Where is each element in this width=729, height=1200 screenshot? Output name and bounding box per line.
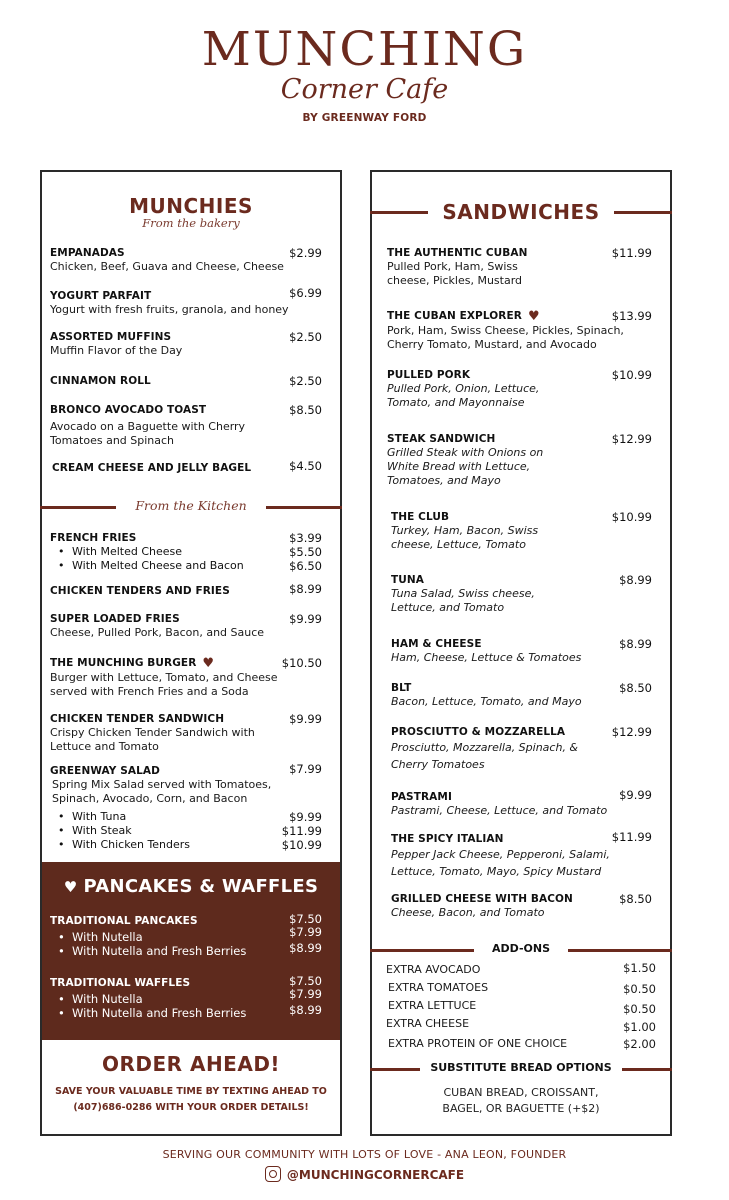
item-price: $2.50: [289, 330, 322, 344]
menu-item-traditional-pancakes: TRADITIONAL PANCAKES $7.50 • With Nutella $7.99 • With Nutella and Fresh Berries $8.99: [50, 914, 322, 958]
item-price: $13.99: [611, 309, 652, 323]
brand-header: [0, 24, 729, 124]
kitchen-title: From the Kitchen: [135, 498, 247, 513]
addon-item: EXTRA LETTUCE $0.50: [388, 999, 656, 1016]
bread-line2: BAGEL, OR BAGUETTE (+$2): [442, 1102, 600, 1115]
sandwiches-title: SANDWICHES: [442, 200, 600, 224]
menu-item-greenway-salad: GREENWAY SALAD $7.99 Spring Mix Salad served with Tomatoes, Spinach, Avocado, Corn, and Bacon • With Tuna $9.99 • With Steak $11.99 • With Chicken Tenders $10.99: [50, 764, 322, 852]
menu-item-chicken-tender-sandwich: CHICKEN TENDER SANDWICH $9.99 Crispy Chicken Tender Sandwich with Lettuce and Tomato: [50, 712, 322, 753]
item-price: $7.99: [289, 762, 322, 776]
item-price: $12.99: [611, 725, 652, 739]
menu-item-cuban-explorer: THE CUBAN EXPLORER ♥ $13.99 Pork, Ham, Swiss Cheese, Pickles, Spinach, Cherry Tomato, Mustard, and Avocado: [387, 309, 652, 351]
heart-icon: ♥: [202, 656, 215, 671]
menu-item-grilled-cheese-bacon: GRILLED CHEESE WITH BACON $8.50 Cheese, Bacon, and Tomato: [391, 892, 652, 919]
item-option: • With Nutella and Fresh Berries $8.99: [50, 944, 322, 958]
right-menu-panel: [370, 170, 672, 1136]
addon-item: EXTRA PROTEIN OF ONE CHOICE $2.00: [388, 1037, 656, 1051]
heart-icon: ♥: [63, 878, 78, 896]
item-price: $8.99: [289, 582, 322, 596]
bread-divider-right: [622, 1068, 672, 1071]
bread-line1: CUBAN BREAD, CROISSANT,: [443, 1086, 599, 1099]
order-ahead-line2: (407)686-0286 WITH YOUR ORDER DETAILS!: [73, 1102, 309, 1113]
item-option: • With Tuna $9.99: [50, 810, 322, 824]
item-option: • With Melted Cheese and Bacon $6.50: [50, 559, 322, 573]
menu-item-the-club: THE CLUB $10.99 Turkey, Ham, Bacon, Swiss cheese, Lettuce, Tomato: [391, 510, 652, 551]
addon-item: EXTRA TOMATOES $0.50: [388, 981, 656, 996]
section-divider-right: [614, 211, 672, 214]
item-option: • With Nutella $7.99: [50, 992, 322, 1006]
menu-item-pulled-pork: PULLED PORK $10.99 Pulled Pork, Onion, Lettuce, Tomato, and Mayonnaise: [387, 368, 652, 409]
left-menu-panel: [40, 170, 342, 1136]
menu-item-super-loaded-fries: SUPER LOADED FRIES $9.99 Cheese, Pulled Pork, Bacon, and Sauce: [50, 612, 322, 639]
addons-divider-right: [568, 949, 672, 952]
order-ahead-line1: SAVE YOUR VALUABLE TIME BY TEXTING AHEAD TO: [55, 1086, 327, 1097]
instagram-icon: [265, 1166, 281, 1182]
item-price: $7.50: [289, 912, 322, 926]
menu-item-french-fries: FRENCH FRIES $3.99 • With Melted Cheese $5.50 • With Melted Cheese and Bacon $6.50: [50, 531, 322, 573]
instagram-handle[interactable]: @MUNCHINGCORNERCAFE: [0, 1166, 729, 1182]
item-price: $8.50: [619, 892, 652, 906]
heart-icon: ♥: [527, 309, 540, 324]
section-divider-right: [266, 506, 342, 509]
item-price: $8.99: [619, 573, 652, 587]
item-price: $9.99: [289, 712, 322, 726]
item-price: $10.99: [611, 510, 652, 524]
menu-item-ham-cheese: HAM & CHEESE $8.99 Ham, Cheese, Lettuce & Tomatoes: [391, 637, 652, 664]
item-option: • With Nutella and Fresh Berries $8.99: [50, 1006, 322, 1020]
menu-item-authentic-cuban: THE AUTHENTIC CUBAN $11.99 Pulled Pork, Ham, Swiss cheese, Pickles, Mustard: [387, 246, 652, 287]
item-price: $11.99: [611, 246, 652, 260]
menu-item-prosciutto-mozzarella: PROSCIUTTO & MOZZARELLA $12.99 Prosciutto, Mozzarella, Spinach, & Cherry Tomatoes: [391, 725, 652, 771]
item-option: • With Chicken Tenders $10.99: [50, 838, 322, 852]
bread-title: SUBSTITUTE BREAD OPTIONS: [430, 1061, 612, 1074]
brand-subtitle: Corner Cafe: [280, 74, 449, 105]
munchies-title: MUNCHIES: [129, 194, 253, 218]
menu-item-empanadas: EMPANADAS $2.99 Chicken, Beef, Guava and Cheese, Cheese: [50, 246, 322, 273]
addons-title: ADD-ONS: [491, 942, 551, 955]
menu-item-assorted-muffins: ASSORTED MUFFINS $2.50 Muffin Flavor of the Day: [50, 330, 322, 357]
footer-tagline: SERVING OUR COMMUNITY WITH LOTS OF LOVE - ANA LEON, FOUNDER: [162, 1148, 567, 1161]
menu-item-chicken-tenders-fries: CHICKEN TENDERS AND FRIES $8.99: [50, 582, 322, 597]
item-price: $9.99: [619, 788, 652, 802]
menu-item-munching-burger: THE MUNCHING BURGER ♥ $10.50 Burger with Lettuce, Tomato, and Cheese served with French Fries and a Soda: [50, 656, 322, 698]
item-option: • With Steak $11.99: [50, 824, 322, 838]
order-ahead-title: ORDER AHEAD!: [101, 1052, 281, 1076]
item-price: $2.99: [289, 246, 322, 260]
menu-item-bronco-avocado-toast: BRONCO AVOCADO TOAST $8.50 Avocado on a Baguette with Cherry Tomatoes and Spinach: [50, 403, 322, 447]
pancakes-waffles-box: [42, 862, 340, 1040]
item-price: $6.99: [289, 286, 322, 300]
item-price: $4.50: [289, 459, 322, 473]
item-price: $7.50: [289, 974, 322, 988]
addon-item: EXTRA AVOCADO $1.50: [386, 961, 656, 976]
menu-item-tuna: TUNA $8.99 Tuna Salad, Swiss cheese, Lettuce, and Tomato: [391, 573, 652, 614]
item-option: • With Melted Cheese $5.50: [50, 545, 322, 559]
item-price: $11.99: [611, 830, 652, 844]
item-option: • With Nutella $7.99: [50, 930, 322, 944]
item-price: $10.50: [281, 656, 322, 670]
item-price: $10.99: [611, 368, 652, 382]
menu-item-steak-sandwich: STEAK SANDWICH $12.99 Grilled Steak with Onions on White Bread with Lettuce, Tomatoes, and Mayo: [387, 432, 652, 487]
item-price: $2.50: [289, 374, 322, 388]
menu-item-cinnamon-roll: CINNAMON ROLL $2.50: [50, 374, 322, 388]
menu-item-yogurt-parfait: YOGURT PARFAIT $6.99 Yogurt with fresh fruits, granola, and honey: [50, 286, 322, 316]
item-price: $12.99: [611, 432, 652, 446]
addon-item: EXTRA CHEESE $1.00: [386, 1017, 656, 1034]
menu-item-pastrami: PASTRAMI $9.99 Pastrami, Cheese, Lettuce, and Tomato: [391, 788, 652, 817]
item-price: $8.50: [289, 403, 322, 417]
menu-item-cream-cheese-bagel: CREAM CHEESE AND JELLY BAGEL $4.50: [52, 459, 322, 474]
brand-title: MUNCHING: [201, 22, 528, 77]
item-price: $9.99: [289, 612, 322, 626]
munchies-subtitle: From the bakery: [142, 216, 240, 230]
menu-item-traditional-waffles: TRADITIONAL WAFFLES $7.50 • With Nutella $7.99 • With Nutella and Fresh Berries $8.99: [50, 976, 322, 1020]
item-price: $8.50: [619, 681, 652, 695]
item-price: $8.99: [619, 637, 652, 651]
item-price: $3.99: [289, 531, 322, 545]
pancakes-waffles-title: ♥ PANCAKES & WAFFLES: [63, 876, 319, 897]
menu-item-blt: BLT $8.50 Bacon, Lettuce, Tomato, and Mayo: [391, 681, 652, 708]
brand-byline: BY GREENWAY FORD: [302, 112, 427, 124]
menu-item-spicy-italian: THE SPICY ITALIAN $11.99 Pepper Jack Cheese, Pepperoni, Salami, Lettuce, Tomato, Mayo, Spicy Mustard: [391, 830, 652, 878]
